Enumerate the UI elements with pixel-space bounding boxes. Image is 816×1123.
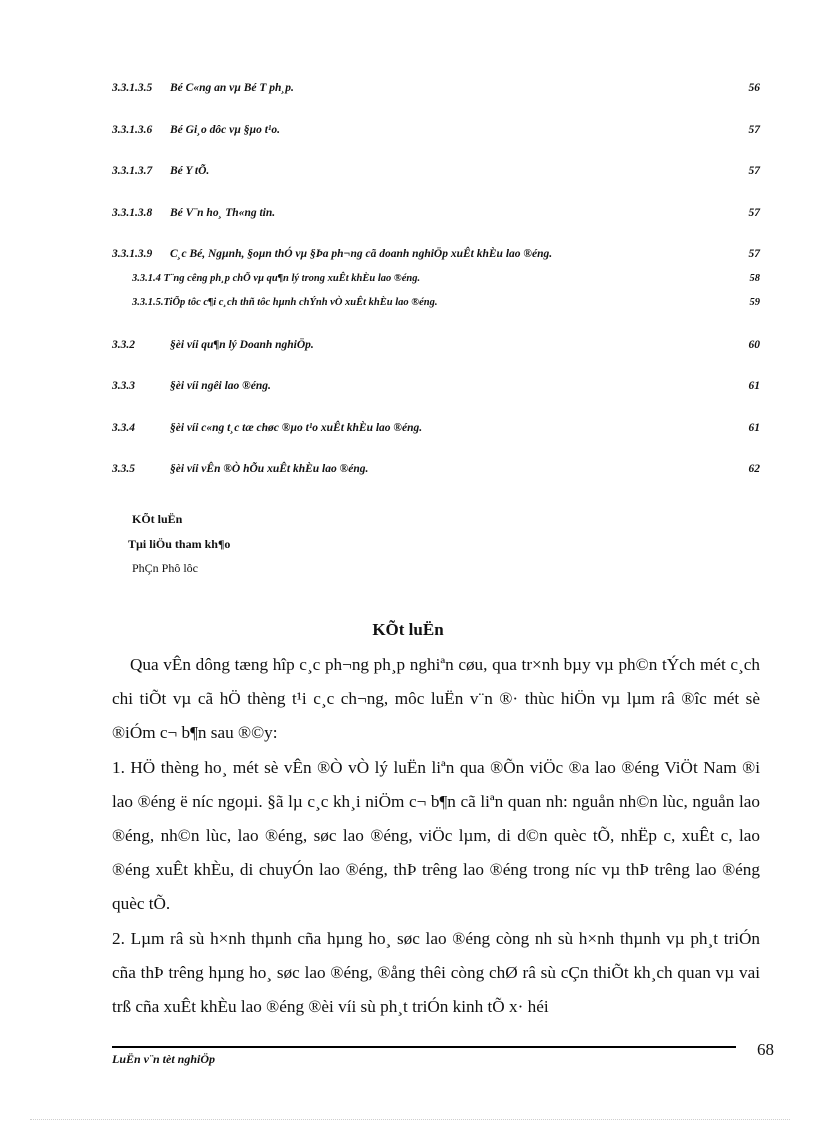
toc-entry-page: 57: [748, 165, 760, 177]
page-number: 68: [757, 1040, 774, 1059]
toc-entry-number: 3.3.5: [112, 463, 135, 475]
toc-entry-page: 56: [748, 82, 760, 94]
body-text: [112, 648, 760, 1024]
toc-entry-page: 60: [748, 339, 760, 351]
toc-entry-title: §èi víi vÊn ®Ò hÕu xuÊt khÈu lao ®éng.: [170, 463, 369, 475]
toc-entry-title: C¸c Bé, Ngµnh, §oµn thÓ vµ §Þa ph¬ng cã doanh nghiÖp xuÊt khÈu lao ®éng.: [170, 248, 553, 260]
toc-entry-number: 3.3.1.3.5: [112, 82, 153, 94]
toc-entry-number: 3.3.1.3.9: [112, 248, 153, 260]
toc-entry-title: Bé V¨n ho¸ Th«ng tin.: [170, 207, 276, 219]
toc-references: Tµi liÖu tham kh¶o: [128, 537, 231, 551]
toc-entry-title: §èi víi qu¶n lý Doanh nghiÖp.: [170, 339, 314, 351]
toc-entry-title: §èi víi ngêi lao ®éng.: [170, 380, 271, 392]
toc-entry-title: 3.3.1.5.TiÕp tôc c¶i c¸ch thñ tôc hµnh chÝnh vÒ xuÊt khÈu lao ®éng.: [132, 297, 438, 308]
toc-entry-number: 3.3.1.3.6: [112, 124, 153, 136]
page-edge-divider: [30, 1119, 790, 1120]
toc-entry-page: 57: [748, 124, 760, 136]
toc-entry-title: 3.3.1.4 T¨ng cêng ph¸p chÕ vµ qu¶n lý trong xuÊt khÈu lao ®éng.: [132, 273, 421, 284]
toc-conclusion: KÕt luËn: [132, 512, 183, 526]
paragraph: 1. HÖ thèng ho¸ mét sè vÊn ®Ò vÒ lý luËn liªn qua ®Õn viÖc ®a lao ®éng ViÖt Nam ®i lao ®éng ë níc ngoµi. §ã lµ c¸c kh¸i niÖm c¬ b¶n cã liªn quan nh: nguån nh©n lùc, nguån lao ®éng, nh©n lùc, lao ®éng, søc lao ®éng, viÖc lµm, di d©n quèc tÕ, nhËp c, xuÊt c, lao ®éng xuÊt khÈu, di chuyÓn lao ®éng, thÞ trêng lao ®éng trong níc vµ thÞ trêng lao ®éng quèc tÕ.: [112, 757, 760, 914]
toc-entry-page: 59: [749, 297, 760, 308]
toc-entry-number: 3.3.2: [112, 339, 135, 351]
paragraph: 2. Lµm râ sù h×nh thµnh cña hµng ho¸ søc lao ®éng còng nh sù h×nh thµnh vµ ph¸t triÓn cña thÞ trêng hµng ho¸ søc lao ®éng, ®ång thêi còng chØ râ sù cÇn thiÕt kh¸ch quan vµ vai trß cña xuÊt khÈu lao ®éng ®èi víi sù ph¸t triÓn kinh tÕ x· héi: [112, 928, 760, 1017]
toc-entry-number: 3.3.3: [112, 380, 135, 392]
toc-entry-page: 57: [748, 207, 760, 219]
toc-entry-page: 58: [749, 273, 760, 284]
toc-entry-page: 61: [748, 380, 760, 392]
toc-entry-page: 57: [748, 248, 760, 260]
toc-entry-number: 3.3.4: [112, 422, 135, 434]
toc-entry-title: Bé Y tÕ.: [170, 165, 210, 177]
paragraph: Qua vÊn dông tæng hîp c¸c ph¬ng ph¸p nghiªn cøu, qua tr×nh bµy vµ ph©n tÝch mét c¸ch chi tiÕt vµ cã hÖ thèng t¹i c¸c ch¬ng, môc luËn v¨n ®· thùc hiÖn vµ lµm râ ®îc mét sè ®iÓm c¬ b¶n sau ®©y:: [112, 655, 760, 743]
toc-entry-number: 3.3.1.3.8: [112, 207, 153, 219]
toc-entry-page: 62: [748, 463, 760, 475]
toc-entry-number: 3.3.1.3.7: [112, 165, 153, 177]
footer-divider: [112, 1046, 736, 1048]
toc-entry-title: Bé C«ng an vµ Bé T ph¸p.: [170, 82, 294, 94]
toc-entry-title: Bé Gi¸o dôc vµ §µo t¹o.: [170, 124, 280, 136]
section-heading: KÕt luËn: [372, 620, 444, 639]
toc-appendix: PhÇn Phô lôc: [132, 561, 199, 575]
toc-entry-page: 61: [748, 422, 760, 434]
footer-label: LuËn v¨n tèt nghiÖp: [112, 1052, 216, 1066]
toc-entry-title: §èi víi c«ng t¸c tæ chøc ®µo t¹o xuÊt khÈu lao ®éng.: [170, 422, 423, 434]
